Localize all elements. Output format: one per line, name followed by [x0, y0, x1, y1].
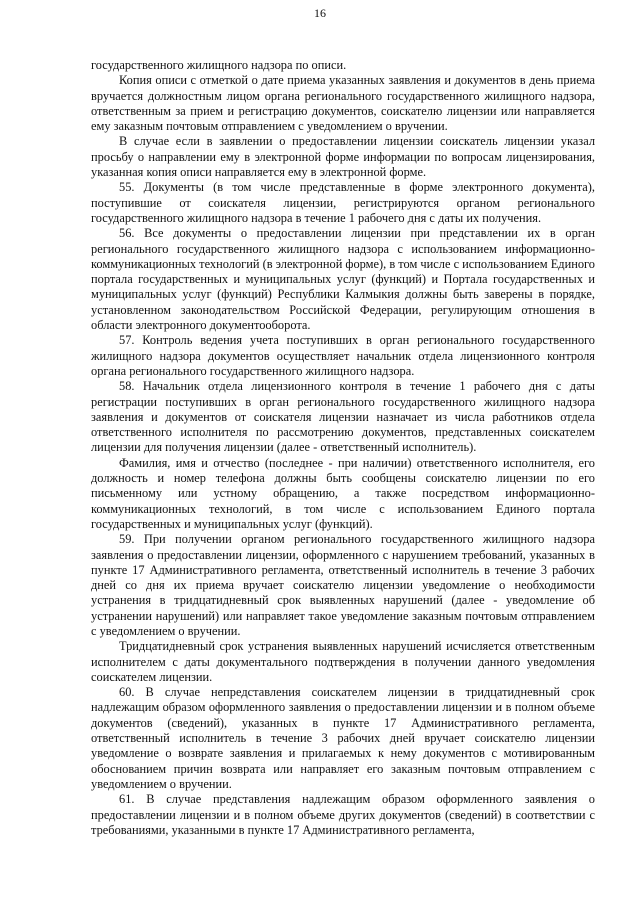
paragraph: Копия описи с отметкой о дате приема указанных заявления и документов в день приема вручается должностным лицом органа регионального государственного жилищного надзора, ответственным за прием и регистрацию документов, соискателю лицензии или направляется ему заказным почтовым отправлением с уведомлением о вручении.: [91, 73, 595, 134]
paragraph-59: 59. При получении органом регионального государственного жилищного надзора заявления о предоставлении лицензии, оформленного с нарушением требований, указанных в пункте 17 Административного регламента, ответственный исполнитель в течение 3 рабочих дней со дня их приема вручает соискателю лицензии уведомление о необходимости устранения в тридцатидневный срок выявленных нарушений (далее - уведомление об устранении нарушений) или направляет такое уведомление заказным почтовым отправлением с уведомлением о вручении.: [91, 532, 595, 638]
paragraph: Фамилия, имя и отчество (последнее - при наличии) ответственного исполнителя, его должность и номер телефона должны быть сообщены соискателю лицензии по его письменному или устному обращению, а также посредством информационно-коммуникационных технологий, в том числе с использованием Единого портала государственных и муниципальных услуг (функций).: [91, 455, 595, 531]
paragraph: В случае если в заявлении о предоставлении лицензии соискатель лицензии указал просьбу о направлении ему в электронной форме информации по вопросам лицензирования, указанная копия описи направляется ему в электронной форме.: [91, 134, 595, 180]
page-number: 16: [314, 6, 326, 20]
paragraph-55: 55. Документы (в том числе представленные в форме электронного документа), поступившие от соискателя лицензии, регистрируются органом регионального государственного жилищного надзора в течение 1 рабочего дня с даты их получения.: [91, 180, 595, 225]
paragraph: государственного жилищного надзора по описи.: [91, 58, 347, 72]
paragraph-56: 56. Все документы о предоставлении лицензии при представлении их в орган регионального государственного жилищного надзора с использованием информационно-коммуникационных технологий (в электронной форме), в том числе с использованием Единого портала государственных и муниципальных услуг (функций) и Портала государственных и муниципальных услуг (функций) Республики Калмыкия должны быть заверены в порядке, установленном законодательством Российской Федерации, регулирующим отношения в области электронного документооборота.: [91, 226, 595, 333]
paragraph-61: 61. В случае представления надлежащим образом оформленного заявления о предоставлении лицензии и в полном объеме других документов (сведений) в соответствии с требованиями, указанными в пункте 17 Административного регламента,: [91, 792, 595, 837]
paragraph-58: 58. Начальник отдела лицензионного контроля в течение 1 рабочего дня с даты регистрации поступивших в орган регионального государственного жилищного надзора заявления и документов от соискателя лицензии назначает из числа работников отдела ответственного исполнителя по рассмотрению документов, представленных соискателем лицензии для получения лицензии (далее - ответственный исполнитель).: [91, 379, 595, 455]
paragraph-57: 57. Контроль ведения учета поступивших в орган регионального государственного жилищного надзора документов осуществляет начальник отдела лицензионного контроля органа регионального государственного жилищного надзора.: [91, 333, 595, 378]
paragraph: Тридцатидневный срок устранения выявленных нарушений исчисляется ответственным исполнителем с даты документального подтверждения в получении данного уведомления соискателем лицензии.: [91, 639, 595, 684]
paragraph-60: 60. В случае непредставления соискателем лицензии в тридцатидневный срок надлежащим образом оформленного заявления о предоставлении лицензии и в полном объеме документов (сведений), указанных в пункте 17 Административного регламента, ответственный исполнитель в течение 3 рабочих дней вручает соискателю лицензии уведомление о возврате заявления и прилагаемых к нему документов с мотивированным обоснованием причин возврата или направляет его заказным почтовым отправлением с уведомлением о вручении.: [91, 685, 595, 791]
document-body: [91, 58, 595, 838]
